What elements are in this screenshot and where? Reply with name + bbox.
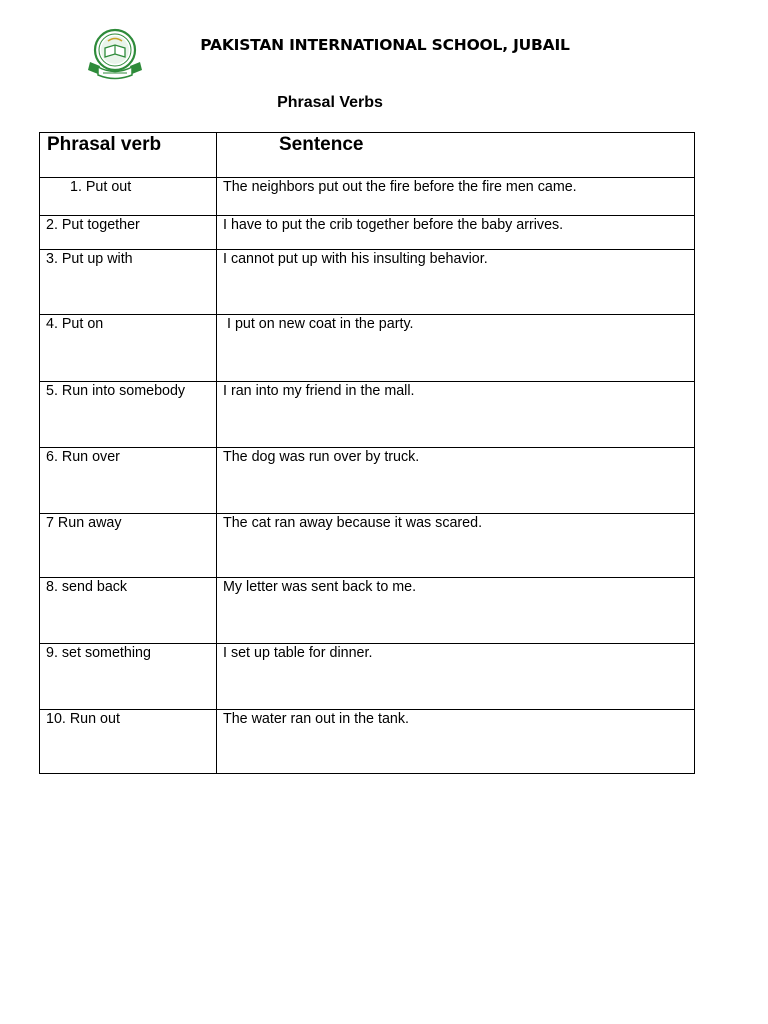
- sentence-cell: I cannot put up with his insulting behavior.: [217, 250, 695, 315]
- phrasal-verb-cell: 10. Run out: [40, 710, 217, 774]
- sentence-cell: I put on new coat in the party.: [217, 315, 695, 382]
- phrasal-verb-cell: 2. Put together: [40, 216, 217, 250]
- phrasal-verb-cell: 6. Run over: [40, 448, 217, 514]
- table-row: [40, 578, 695, 644]
- page-title: Phrasal Verbs: [277, 94, 383, 111]
- table-row: [40, 514, 695, 578]
- column-header-sentence: Sentence: [217, 133, 695, 178]
- table-row: [40, 448, 695, 514]
- phrasal-verb-cell: 4. Put on: [40, 315, 217, 382]
- phrasal-verb-cell: 8. send back: [40, 578, 217, 644]
- table-row: [40, 250, 695, 315]
- phrasal-verbs-table: [39, 132, 695, 774]
- table-header-row: [40, 133, 695, 178]
- table-row: [40, 216, 695, 250]
- sentence-cell: My letter was sent back to me.: [217, 578, 695, 644]
- school-name: PAKISTAN INTERNATIONAL SCHOOL, JUBAIL: [200, 36, 570, 54]
- sentence-cell: The cat ran away because it was scared.: [217, 514, 695, 578]
- phrasal-verb-cell: 3. Put up with: [40, 250, 217, 315]
- table-row: [40, 315, 695, 382]
- column-header-phrasal-verb: Phrasal verb: [40, 133, 217, 178]
- sentence-cell: I ran into my friend in the mall.: [217, 382, 695, 448]
- table-row: [40, 710, 695, 774]
- table-row: [40, 178, 695, 216]
- school-crest-icon: [86, 26, 144, 82]
- phrasal-verb-cell: 5. Run into somebody: [40, 382, 217, 448]
- sentence-cell: I set up table for dinner.: [217, 644, 695, 710]
- phrasal-verb-cell: 7 Run away: [40, 514, 217, 578]
- table-row: [40, 644, 695, 710]
- sentence-cell: I have to put the crib together before the baby arrives.: [217, 216, 695, 250]
- phrasal-verb-cell: 9. set something: [40, 644, 217, 710]
- sentence-cell: The water ran out in the tank.: [217, 710, 695, 774]
- phrasal-verb-cell: 1. Put out: [40, 178, 217, 216]
- sentence-cell: The neighbors put out the fire before the fire men came.: [217, 178, 695, 216]
- table-row: [40, 382, 695, 448]
- sentence-cell: The dog was run over by truck.: [217, 448, 695, 514]
